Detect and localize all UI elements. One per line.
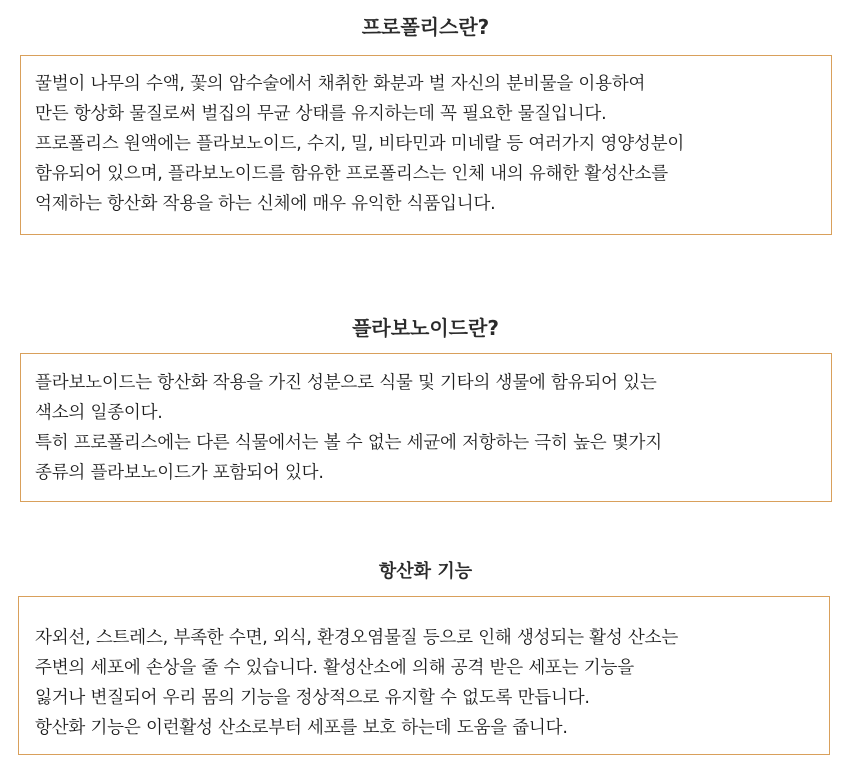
flavonoid-line-1: 플라보노이드는 항산화 작용을 가진 성분으로 식물 및 기타의 생물에 함유되어 있는 — [35, 373, 657, 393]
antioxidant-line-3: 잃거나 변질되어 우리 몸의 기능을 정상적으로 유지할 수 없도록 만듭니다. — [35, 688, 590, 708]
section-title-propolis: 프로폴리스란? — [361, 15, 490, 39]
flavonoid-line-3: 특히 프로폴리스에는 다른 식물에서는 볼 수 없는 세균에 저항하는 극히 높은 몇가지 — [35, 433, 662, 453]
flavonoid-line-2: 색소의 일종이다. — [35, 403, 163, 423]
antioxidant-line-4: 항산화 기능은 이런활성 산소로부터 세포를 보호 하는데 도움을 줍니다. — [35, 718, 568, 738]
propolis-line-5: 억제하는 항산화 작용을 하는 신체에 매우 유익한 식품입니다. — [35, 194, 496, 214]
propolis-line-4: 함유되어 있으며, 플라보노이드를 함유한 프로폴리스는 인체 내의 유해한 활성산소를 — [35, 164, 668, 184]
propolis-line-2: 만든 항상화 물질로써 벌집의 무균 상태를 유지하는데 꼭 필요한 물질입니다. — [35, 104, 607, 124]
section-title-antioxidant: 항산화 기능 — [378, 561, 473, 582]
propolis-description-box — [20, 55, 832, 235]
flavonoid-line-4: 종류의 플라보노이드가 포함되어 있다. — [35, 463, 324, 483]
antioxidant-line-2: 주변의 세포에 손상을 줄 수 있습니다. 활성산소에 의해 공격 받은 세포는 기능을 — [35, 658, 634, 678]
section-title-flavonoid: 플라보노이드란? — [352, 316, 499, 340]
antioxidant-line-1: 자외선, 스트레스, 부족한 수면, 외식, 환경오염물질 등으로 인해 생성되는 활성 산소는 — [35, 628, 679, 648]
propolis-line-3: 프로폴리스 원액에는 플라보노이드, 수지, 밀, 비타민과 미네랄 등 여러가지 영양성분이 — [35, 134, 685, 154]
antioxidant-description-box — [18, 596, 830, 755]
propolis-line-1: 꿀벌이 나무의 수액, 꽃의 암수술에서 채취한 화분과 벌 자신의 분비물을 이용하여 — [35, 74, 646, 94]
flavonoid-description-box — [20, 353, 832, 502]
